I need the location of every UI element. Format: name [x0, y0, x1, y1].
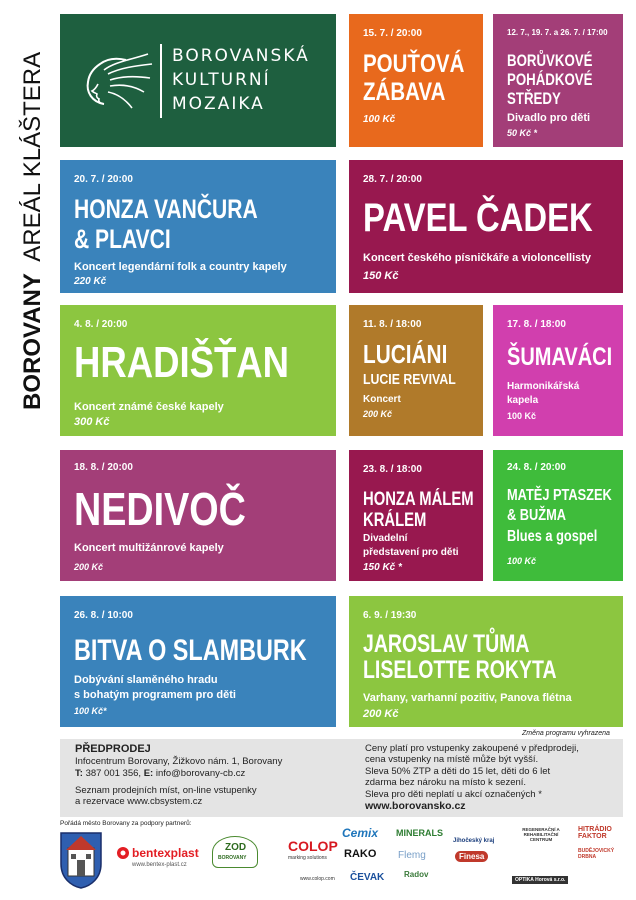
event-date: 6. 9. / 19:30 — [363, 610, 417, 621]
event-price: 100 Kč — [507, 411, 537, 421]
logo-tile — [60, 14, 336, 147]
event-description: Koncert legendární folk a country kapely — [74, 261, 287, 273]
event-title: ŠUMAVÁCI — [507, 343, 613, 371]
event-date: 4. 8. / 20:00 — [74, 319, 128, 330]
side-title-venue: AREÁL KLÁŠTERA — [19, 51, 46, 262]
event-tile-nedivoc — [60, 450, 336, 581]
event-tile-honza-vancura — [60, 160, 336, 293]
event-title: LUCIE REVIVAL — [363, 371, 456, 388]
event-date: 11. 8. / 18:00 — [363, 319, 422, 330]
event-description: kapela — [507, 395, 539, 406]
presale-block — [75, 743, 345, 808]
event-tile-hradistan — [60, 305, 336, 436]
event-title: & PLAVCI — [74, 224, 171, 254]
event-description: Varhany, varhanní pozitiv, Panova flétna — [363, 692, 572, 704]
event-description: Divadelní — [363, 533, 408, 544]
phone-label: T: — [75, 767, 83, 779]
logo-line-1: BOROVANSKÁ — [172, 46, 310, 66]
presale-reservation: a rezervace www.cbsystem.cz — [75, 796, 203, 808]
event-title: HONZA MÁLEM — [363, 489, 474, 510]
event-date: 28. 7. / 20:00 — [363, 174, 422, 185]
event-description: Harmonikářská — [507, 381, 580, 392]
event-title: JAROSLAV TŮMA — [363, 630, 530, 658]
event-description: s bohatým programem pro děti — [74, 689, 236, 701]
event-tile-tuma — [349, 596, 623, 727]
event-price: 100 Kč* — [74, 706, 107, 716]
sponsor-cevak: ČEVAK — [350, 872, 385, 883]
event-price: 200 Kč — [363, 409, 393, 419]
event-title: LISELOTTE ROKYTA — [363, 656, 557, 684]
sponsor-jihocesky: Jihočeský kraj — [453, 838, 495, 844]
sponsor-optika: OPTIKA Horová s.r.o. — [512, 876, 568, 884]
sponsor-bentexplast-url: www.bentex-plast.cz — [132, 862, 187, 868]
sponsor-radov: Radov — [404, 870, 429, 879]
sponsor-hitradio: HITRÁDIO FAKTOR — [578, 826, 612, 840]
event-tile-honza-malem — [349, 450, 483, 581]
event-price: 200 Kč — [363, 708, 399, 720]
event-description: představení pro děti — [363, 547, 459, 558]
event-title: & BUŽMA — [507, 507, 567, 524]
event-price: 50 Kč * — [507, 128, 538, 138]
prices-note-line: Sleva pro děti neplatí u akcí označených * — [365, 788, 542, 800]
event-title: Blues a gospel — [507, 528, 598, 545]
sponsor-rako: RAKO — [344, 848, 377, 860]
partners-caption: Pořádá město Borovany za podpory partnerů: — [60, 820, 192, 827]
sponsor-colop-url: www.colop.com — [300, 876, 335, 882]
event-description: Koncert známé české kapely — [74, 401, 224, 413]
event-tile-bitva — [60, 596, 336, 727]
prices-note-line: cena vstupenky na místě může být vyšší. — [365, 754, 539, 766]
presale-list: Seznam prodejních míst, on-line vstupenky — [75, 784, 257, 796]
event-tile-matej-ptaszek — [493, 450, 623, 581]
logo-line-2: KULTURNÍ — [172, 70, 271, 90]
bentexplast-logo-icon — [116, 846, 130, 860]
event-date: 18. 8. / 20:00 — [74, 462, 133, 473]
logo-divider — [160, 44, 162, 118]
sponsor-cemix: Cemix — [342, 826, 379, 840]
event-date: 15. 7. / 20:00 — [363, 28, 422, 39]
face-logo-icon — [74, 44, 154, 118]
event-price: 300 Kč — [74, 416, 110, 428]
prices-note — [365, 743, 620, 813]
event-tile-sumavaci — [493, 305, 623, 436]
sponsor-bentexplast: bentexplast — [132, 846, 199, 860]
logo-line-3: MOZAIKA — [172, 94, 265, 114]
side-title-town: BOROVANY — [19, 273, 46, 410]
event-tile-boruvkove — [493, 14, 623, 147]
presale-contacts — [75, 768, 345, 779]
event-title: POHÁDKOVÉ — [507, 70, 593, 89]
svg-text:BOROVANY AREÁL KLÁŠTERA — [18, 52, 46, 410]
event-date: 24. 8. / 20:00 — [507, 462, 566, 473]
event-date: 17. 8. / 18:00 — [507, 319, 566, 330]
event-title: BITVA O SLAMBURK — [74, 634, 307, 667]
prices-note-line: zdarma bez nároku na místo k sezení. — [365, 777, 527, 789]
sponsor-flemg: Flemg — [398, 850, 426, 861]
presale-email: info@borovany-cb.cz — [155, 767, 246, 779]
prices-note-line: Sleva 50% ZTP a děti do 15 let, děti do 6 let — [365, 765, 551, 777]
event-title: LUCIÁNI — [363, 339, 448, 369]
sponsor-colop: COLOP — [288, 838, 338, 854]
event-tile-poutova — [349, 14, 483, 147]
sponsor-zod-sub: BOROVANY — [218, 855, 247, 861]
sponsor-zod: ZOD — [225, 842, 247, 853]
prices-note-line: Ceny platí pro vstupenky zakoupené v předprodeji, — [365, 743, 579, 754]
event-title: BORŮVKOVÉ — [507, 51, 593, 70]
event-title: KRÁLEM — [363, 510, 427, 531]
event-description: Dobývání slaměného hradu — [74, 674, 218, 686]
event-title: ZÁBAVA — [363, 78, 446, 106]
presale-heading: PŘEDPRODEJ — [75, 743, 151, 755]
event-title: MATĚJ PTASZEK — [507, 487, 612, 504]
event-price: 220 Kč — [74, 276, 107, 287]
sponsor-finesa: Finesa — [455, 851, 488, 862]
web-link[interactable]: www.borovansko.cz — [365, 799, 466, 812]
event-date: 12. 7., 19. 7. a 26. 7. / 17:00 — [507, 28, 608, 37]
event-title: HONZA VANČURA — [74, 194, 258, 224]
event-price: 100 Kč — [363, 114, 396, 125]
event-price: 100 Kč — [507, 556, 537, 566]
logo-text — [172, 44, 310, 116]
event-price: 200 Kč — [74, 562, 104, 572]
event-price: 150 Kč * — [363, 562, 402, 573]
event-title: PAVEL ČADEK — [363, 196, 593, 240]
borovany-coat-of-arms-icon — [58, 830, 104, 890]
presale-phone: 387 001 356, — [85, 767, 142, 779]
event-tile-pavel-cadek — [349, 160, 623, 293]
event-date: 26. 8. / 10:00 — [74, 610, 133, 621]
event-description: Divadlo pro děti — [507, 112, 591, 124]
event-title: POUŤOVÁ — [363, 50, 465, 78]
event-date: 23. 8. / 18:00 — [363, 464, 422, 475]
event-title: STŘEDY — [507, 89, 561, 108]
sponsor-regen: REGENERAČNÍ A REHABILITAČNÍ CENTRUM — [522, 827, 560, 842]
event-title: NEDIVOČ — [74, 483, 246, 535]
event-description: Koncert multižánrové kapely — [74, 542, 224, 554]
event-date: 20. 7. / 20:00 — [74, 174, 133, 185]
event-tile-luciani — [349, 305, 483, 436]
event-price: 150 Kč — [363, 270, 399, 282]
email-label: E: — [143, 767, 154, 779]
event-description: Koncert českého písničkáře a violoncellisty — [363, 252, 592, 264]
sponsor-minerals: MINERALS — [396, 828, 443, 838]
side-title — [4, 30, 48, 410]
sponsor-colop-sub: marking solutions — [288, 855, 327, 861]
event-description: Koncert — [363, 394, 401, 405]
event-title: HRADIŠŤAN — [74, 338, 290, 387]
program-change-notice: Změna programu vyhrazena — [522, 730, 610, 737]
presale-address: Infocentrum Borovany, Žižkovo nám. 1, Borovany — [75, 756, 283, 768]
sponsor-budejovice: BUDĚJOVICKÝ DRBNA — [578, 848, 615, 860]
